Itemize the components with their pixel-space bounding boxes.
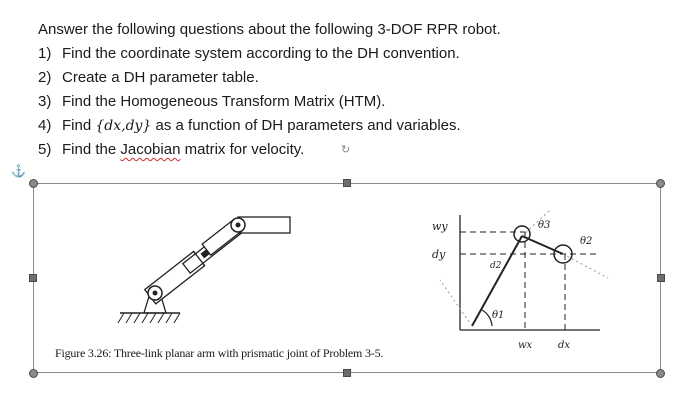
question-item xyxy=(38,114,678,138)
question-item xyxy=(38,66,678,90)
label-d2: d2 xyxy=(490,261,502,271)
question-item xyxy=(38,42,678,66)
label-theta2: θ2 xyxy=(580,236,593,247)
refresh-icon[interactable]: ↻ xyxy=(341,144,351,156)
resize-handle[interactable] xyxy=(29,179,38,188)
question-text-pre: Find the xyxy=(62,141,121,158)
label-theta1: θ1 xyxy=(492,310,505,321)
question-text-pre: Find xyxy=(62,117,96,134)
label-wy: wy xyxy=(432,220,448,233)
label-dx: dx xyxy=(558,340,571,350)
anchor-icon[interactable]: ⚓ xyxy=(11,164,26,178)
question-item xyxy=(38,90,678,114)
question-number: 1 ) xyxy=(38,42,62,66)
spellcheck-word[interactable]: Jacobian xyxy=(120,141,181,158)
question-number: 2 ) xyxy=(38,66,62,90)
question-list xyxy=(38,42,678,162)
resize-handle[interactable] xyxy=(656,179,665,188)
resize-handle[interactable] xyxy=(29,274,37,282)
question-text: Create a DH parameter table. xyxy=(62,69,259,86)
question-text-post: as a function of DH parameters and variables. xyxy=(151,117,461,134)
resize-handle[interactable] xyxy=(29,369,38,378)
question-text: Find the Homogeneous Transform Matrix (HTM). xyxy=(62,93,386,110)
label-dy: dy xyxy=(432,248,446,261)
question-text-post: matrix for velocity. xyxy=(180,141,305,158)
kinematic-sketch xyxy=(430,210,615,350)
question-number: 5 ) xyxy=(38,138,62,162)
figure-caption: Figure 3.26: Three-link planar arm with prismatic joint of Problem 3-5. xyxy=(55,346,384,360)
resize-handle[interactable] xyxy=(343,369,351,377)
robot-arm-figure xyxy=(110,205,310,335)
question-number: 3 ) xyxy=(38,90,62,114)
label-theta3: θ3 xyxy=(538,220,551,231)
math-expression: {dx,dy} xyxy=(95,118,152,134)
label-wx: wx xyxy=(518,340,533,350)
resize-handle[interactable] xyxy=(343,179,351,187)
problem-intro: Answer the following questions about the following 3-DOF RPR robot. xyxy=(38,21,501,38)
resize-handle[interactable] xyxy=(656,369,665,378)
resize-handle[interactable] xyxy=(657,274,665,282)
question-number: 4 ) xyxy=(38,114,62,138)
question-item xyxy=(38,138,678,162)
question-text: Find the coordinate system according to the DH convention. xyxy=(62,45,460,62)
